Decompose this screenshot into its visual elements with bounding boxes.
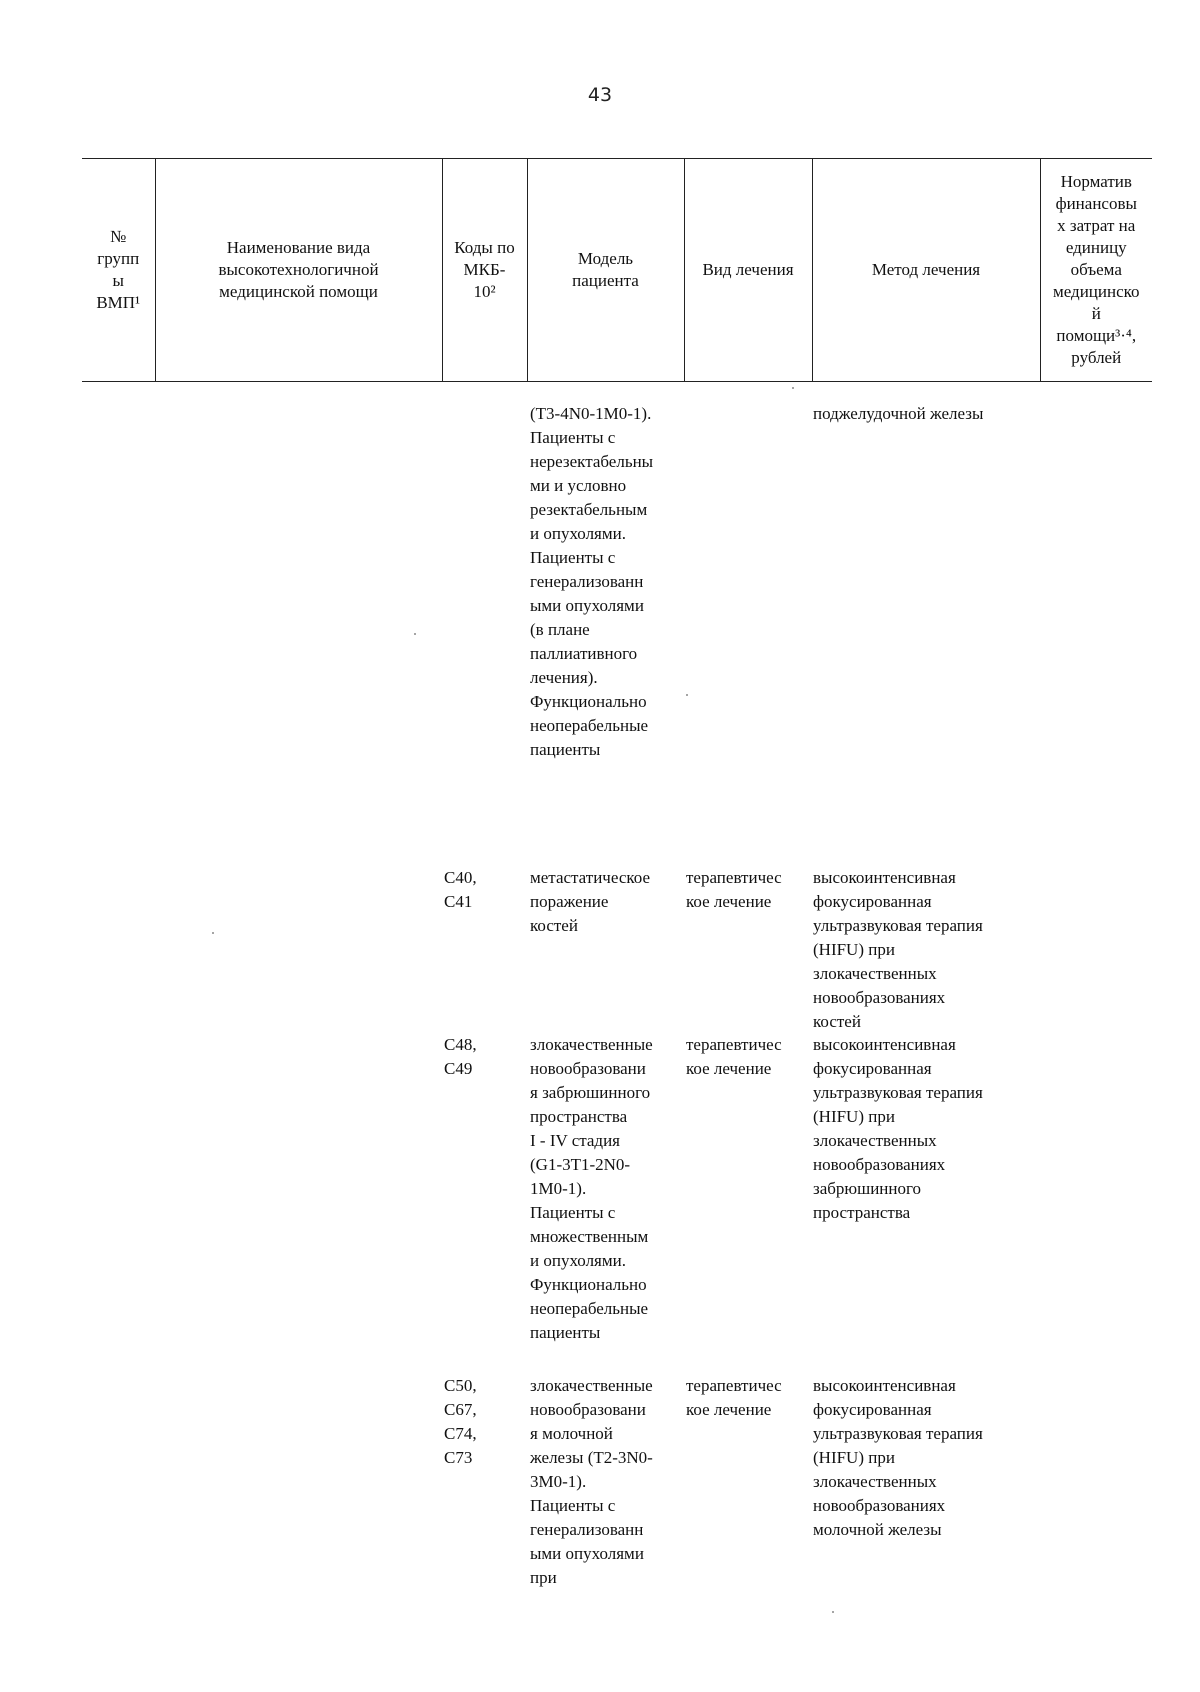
header-codes: Коды по МКБ- 10² xyxy=(442,159,527,382)
header-row xyxy=(82,159,1152,382)
row-2-treatment-type: терапевтичес кое лечение xyxy=(686,1035,782,1078)
row-2-model: злокачественные новообразовани я забрюшинного пространства I - IV стадия (G1-3T1-2N0- 1M0-1). Пациенты с множественным и опухолями. Функционально неоперабельные пациенты xyxy=(530,1035,653,1342)
row-1-treatment-type: терапевтичес кое лечение xyxy=(686,868,782,911)
scan-speck xyxy=(792,387,794,389)
row-2-codes: С48, С49 xyxy=(444,1035,477,1078)
row-3-method: высокоинтенсивная фокусированная ультразвуковая терапия (HIFU) при злокачественных новообразованиях молочной железы xyxy=(813,1376,983,1539)
row-0-model: (Т3-4N0-1M0-1). Пациенты с нерезектабельны ми и условно резектабельным и опухолями. Пациенты с генерализованн ыми опухолями (в плане паллиативного лечения). Функционально неоперабельные пациенты xyxy=(530,404,654,759)
header-name: Наименование вида высокотехнологичной медицинской помощи xyxy=(155,159,442,382)
row-1-method: высокоинтенсивная фокусированная ультразвуковая терапия (HIFU) при злокачественных новообразованиях костей xyxy=(813,868,983,1031)
header-model: Модель пациента xyxy=(527,159,684,382)
row-3-treatment-type: терапевтичес кое лечение xyxy=(686,1376,782,1419)
row-0-method: поджелудочной железы xyxy=(813,404,984,423)
row-2-method: высокоинтенсивная фокусированная ультразвуковая терапия (HIFU) при злокачественных новообразованиях забрюшинного пространства xyxy=(813,1035,983,1222)
row-1-codes: С40, С41 xyxy=(444,868,477,911)
header-group-no: № групп ы ВМП¹ xyxy=(82,159,155,382)
table-header xyxy=(82,158,1152,382)
scan-speck xyxy=(686,694,688,696)
row-3-model: злокачественные новообразовани я молочной железы (Т2-3N0- 3M0-1). Пациенты с генерализованн ыми опухолями при xyxy=(530,1376,653,1587)
header-norm: Норматив финансовы х затрат на единицу объема медицинско й помощи³·⁴, рублей xyxy=(1040,159,1152,382)
scan-speck xyxy=(832,1611,834,1613)
scan-speck xyxy=(212,932,214,934)
page-number: 43 xyxy=(587,84,613,106)
header-treatment-type: Вид лечения xyxy=(684,159,812,382)
row-3-codes: С50, С67, С74, С73 xyxy=(444,1376,477,1467)
header-method: Метод лечения xyxy=(812,159,1040,382)
scan-speck xyxy=(414,633,416,635)
row-1-model: метастатическое поражение костей xyxy=(530,868,651,935)
